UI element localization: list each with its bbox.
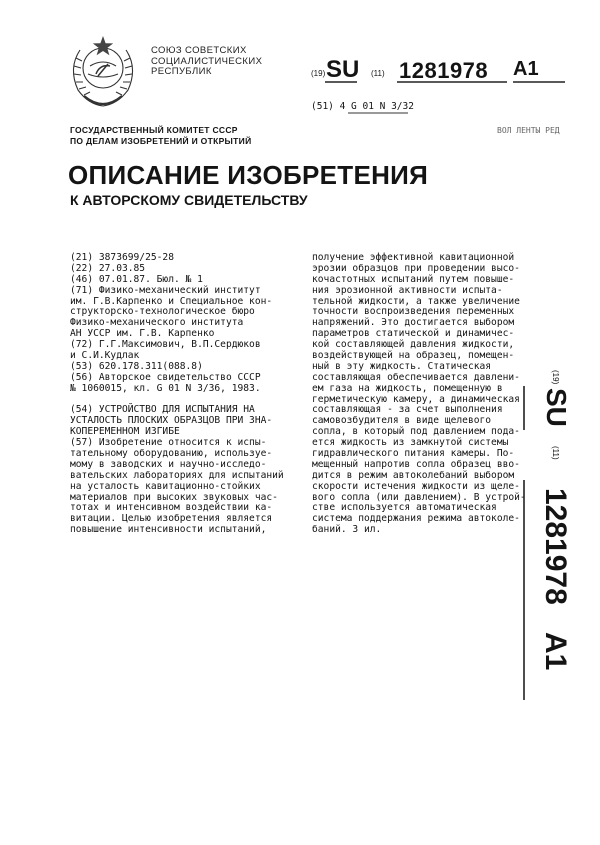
text-line: кочастотных испытаний путем повыше-	[312, 273, 515, 285]
text-line: составляющая - за счет выполнения	[312, 404, 503, 416]
side-patent-number: 1281978	[539, 488, 572, 605]
text-line: гидравлического питания камеры. По-	[312, 448, 515, 460]
text-line: эрозии образцов при проведении высо-	[312, 262, 520, 274]
ussr-emblem-icon	[62, 28, 144, 112]
committee-line: ГОСУДАРСТВЕННЫЙ КОМИТЕТ СССР	[70, 125, 238, 135]
ipc-underline	[348, 112, 408, 115]
text-line: система поддержания режима автоколе-	[312, 513, 520, 525]
country-line: СОЮЗ СОВЕТСКИХ	[151, 45, 247, 56]
text-line: АН УССР им. Г.В. Карпенко	[70, 328, 215, 340]
code-19: (19)	[311, 69, 326, 78]
committee-name	[70, 125, 251, 147]
text-line: (56) Авторское свидетельство СССР	[70, 371, 261, 383]
text-line: витации. Целью изобретения является	[70, 513, 273, 525]
kind-code: A1	[513, 58, 539, 80]
patent-number: 1281978	[399, 58, 489, 83]
text-line: кой составляющей давления жидкости,	[312, 339, 515, 351]
side-underline	[522, 370, 526, 700]
ipc-classification: (51) 4 G 01 N 3/32	[311, 101, 414, 112]
side-patent-label	[520, 370, 580, 700]
abstract-column	[312, 253, 526, 536]
side-code-11: (11)	[551, 446, 560, 460]
text-line: тельной жидкости, а также увеличение	[312, 295, 520, 307]
text-line: дится в режим автоколебаний выбором	[312, 469, 515, 481]
country-code: SU	[326, 56, 360, 83]
text-line: вого сопла (или давлением). В устрой-	[312, 491, 526, 503]
code-11: (11)	[371, 69, 385, 78]
text-line: составляющая обеспечивается давлени-	[312, 371, 520, 383]
side-country-code: SU	[541, 388, 572, 427]
text-line: ния эрозионной активности испыта-	[312, 284, 503, 296]
text-line: вательских лабораториях для испытаний	[70, 469, 284, 481]
text-line: (21) 3873699/25-28	[70, 252, 174, 263]
text-line: сопла, в который под давлением пода-	[312, 426, 520, 438]
text-line: (22) 27.03.85	[70, 262, 146, 274]
committee-line: ПО ДЕЛАМ ИЗОБРЕТЕНИЙ И ОТКРЫТИЙ	[70, 136, 252, 146]
text-line: им. Г.В.Карпенко и Специальное кон-	[70, 295, 273, 307]
text-line: Физико-механического института	[70, 317, 244, 329]
text-line: получение эффективной кавитационной	[312, 252, 515, 263]
text-line: мещенный напротив сопла образец вво-	[312, 458, 520, 470]
text-line: (57) Изобретение относится к испы-	[70, 437, 267, 449]
text-line: баний. 3 ил.	[312, 524, 382, 536]
bibliographic-column	[70, 253, 284, 536]
text-line: напряжений. Это достигается выбором	[312, 317, 515, 329]
text-line: № 1060015, кл. G 01 N 3/36, 1983.	[70, 382, 261, 394]
text-line: ется жидкость из замкнутой системы	[312, 437, 509, 449]
text-line: параметров статической и динамичес-	[312, 328, 515, 340]
text-line: (54) УСТРОЙСТВО ДЛЯ ИСПЫТАНИЯ НА	[70, 404, 255, 416]
side-code-19: (19)	[551, 370, 560, 385]
text-line: материалов при высоких звуковых час-	[70, 491, 278, 503]
side-kind-code: A1	[539, 632, 572, 671]
text-line: воздействующей на образец, помещен-	[312, 350, 515, 362]
document-title: ОПИСАНИЕ ИЗОБРЕТЕНИЯ	[68, 160, 429, 190]
text-line: самовозбудителя в виде щелевого	[312, 415, 492, 427]
text-line: тотах и интенсивном воздействии ка-	[70, 502, 273, 514]
text-line: структорско-технологическое бюро	[70, 306, 255, 318]
text-line: скорости истечения жидкости из щеле-	[312, 480, 520, 492]
text-line: стве используется автоматическая	[312, 502, 497, 514]
text-line: УСТАЛОСТЬ ПЛОСКИХ ОБРАЗЦОВ ПРИ ЗНА-	[70, 415, 273, 427]
text-line: повышение интенсивности испытаний,	[70, 524, 267, 536]
text-line: тательному оборудованию, используе-	[70, 448, 273, 460]
text-line: на усталость кавитационно-стойких	[70, 480, 261, 492]
text-line: ем газа на жидкость, помещенную в	[312, 382, 503, 394]
country-line: РЕСПУБЛИК	[151, 66, 212, 77]
text-line: точности воспроизведения переменных	[312, 306, 515, 318]
country-line: СОЦИАЛИСТИЧЕСКИХ	[151, 55, 263, 67]
header-underline	[325, 80, 565, 84]
library-stamp: ВОЛ ЛЕНТЫ РЕД	[497, 126, 560, 135]
text-line: (53) 620.178.311(088.8)	[70, 360, 203, 372]
document-subtitle: К АВТОРСКОМУ СВИДЕТЕЛЬСТВУ	[70, 192, 308, 208]
text-line: (71) Физико-механический институт	[70, 284, 261, 296]
text-line: и С.И.Кудлак	[70, 350, 140, 362]
text-line: (72) Г.Г.Максимович, В.П.Сердюков	[70, 339, 261, 351]
text-line: ный в эту жидкость. Статическая	[312, 360, 492, 372]
country-name	[151, 46, 262, 78]
text-line: мому в заводских и научно-исследо-	[70, 458, 267, 470]
text-line: КОПЕРЕМЕННОМ ИЗГИБЕ	[70, 426, 180, 438]
text-line: герметическую камеру, а динамическая	[312, 393, 520, 405]
text-line: (46) 07.01.87. Бюл. № 1	[70, 273, 203, 285]
